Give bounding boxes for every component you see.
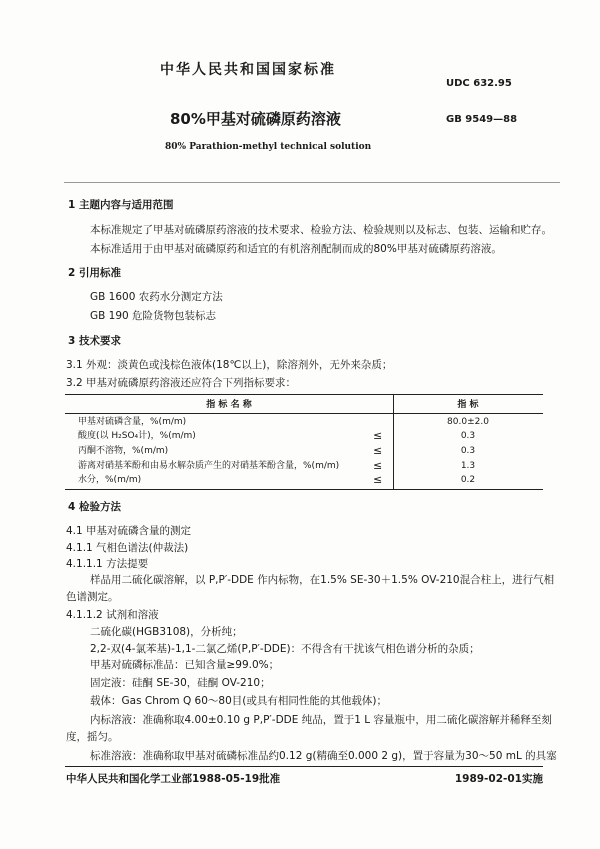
section-1-heading: 1 主题内容与适用范围 (68, 199, 174, 211)
paragraph: 固定液：硅酮 SE-30，硅酮 OV-210； (90, 677, 271, 689)
paragraph: 甲基对硫磷标准品：已知含量≥99.0%； (90, 659, 280, 671)
footer-rule (65, 766, 543, 767)
row-name: 酸度(以 H₂SO₄计)，%(m/m) (78, 431, 196, 441)
reference-item: GB 190 危险货物包装标志 (90, 310, 217, 322)
paragraph: 二硫化碳(HGB3108)，分析纯； (90, 626, 243, 638)
row-operator: ≤ (373, 444, 383, 457)
table-header-rule (65, 413, 543, 414)
table-top-rule (65, 394, 543, 395)
effective-date: 1989-02-01实施 (454, 773, 543, 785)
document-title-cn: 80%甲基对硫磷原药溶液 (170, 110, 341, 128)
row-operator: ≤ (373, 473, 383, 486)
paragraph: 色谱测定。 (66, 591, 119, 603)
paragraph: 本标准适用于由甲基对硫磷原药和适宜的有机溶剂配制而成的80%甲基对硫磷原药溶液。 (90, 243, 502, 255)
row-operator: ≤ (373, 459, 383, 472)
paragraph: 内标溶液：准确称取4.00±0.10 g P,P′-DDE 纯品，置于1 L 容量瓶中，用二硫化碳溶解并稀释至刻 (90, 714, 552, 726)
paragraph: 样品用二硫化碳溶解，以 P,P′-DDE 作内标物，在1.5% SE-30＋1.5% OV-210混合柱上，进行气相 (90, 574, 555, 586)
table-header-value: 指 标 (457, 400, 479, 410)
row-value: 0.3 (460, 431, 476, 441)
row-value: 80.0±2.0 (447, 417, 489, 427)
reference-item: GB 1600 农药水分测定方法 (90, 291, 223, 303)
clause-3-1: 3.1 外观：淡黄色或浅棕色液体(18℃以上)，除溶剂外，无外来杂质； (66, 359, 393, 371)
approval-date: 中华人民共和国化学工业部1988-05-19批准 (66, 773, 281, 785)
row-value: 1.3 (460, 461, 476, 471)
row-value: 0.2 (460, 475, 476, 485)
table-bottom-rule (65, 489, 543, 490)
row-name: 水分，%(m/m) (78, 475, 142, 485)
clause-3-2: 3.2 甲基对硫磷原药溶液还应符合下列指标要求： (66, 377, 297, 389)
row-value: 0.3 (460, 446, 476, 456)
udc-number: UDC 632.95 (446, 78, 512, 89)
section-4-heading: 4 检验方法 (68, 501, 121, 513)
clause-4-1-1: 4.1.1 气相色谱法(仲裁法) (66, 542, 189, 554)
document-title-en: 80% Parathion-methyl technical solution (165, 142, 372, 152)
row-name: 甲基对硫磷含量，%(m/m) (78, 417, 187, 427)
table-header-name: 指 标 名 称 (206, 400, 252, 410)
national-standard-label: 中华人民共和国国家标准 (160, 62, 336, 78)
paragraph: 2,2-双(4-氯苯基)-1,1-二氯乙烯(P,P′-DDE)：不得含有干扰该气相色谱分析的杂质； (90, 643, 480, 655)
header-divider (64, 182, 560, 183)
paragraph: 本标准规定了甲基对硫磷原药溶液的技术要求、检验方法、检验规则以及标志、包装、运输和贮存。 (90, 224, 552, 236)
row-name: 丙酮不溶物，%(m/m) (78, 446, 169, 456)
clause-4-1-1-1: 4.1.1.1 方法提要 (66, 558, 149, 570)
row-name: 游离对硝基苯酚和由易水解杂质产生的对硝基苯酚含量，%(m/m) (78, 461, 340, 471)
section-2-heading: 2 引用标准 (68, 267, 121, 279)
paragraph: 载体：Gas Chrom Q 60～80目(或具有相同性能的其他载体)； (90, 695, 387, 707)
paragraph: 度，摇匀。 (66, 731, 119, 743)
standard-number: GB 9549—88 (446, 114, 518, 125)
section-3-heading: 3 技术要求 (68, 335, 121, 347)
paragraph: 标准溶液：准确称取甲基对硫磷标准品约0.12 g(精确至0.000 2 g)，置于容量为30～50 mL 的具塞 (90, 750, 557, 762)
clause-4-1-1-2: 4.1.1.2 试剂和溶液 (66, 609, 159, 621)
row-operator: ≤ (373, 429, 383, 442)
clause-4-1: 4.1 甲基对硫磷含量的测定 (66, 525, 192, 537)
